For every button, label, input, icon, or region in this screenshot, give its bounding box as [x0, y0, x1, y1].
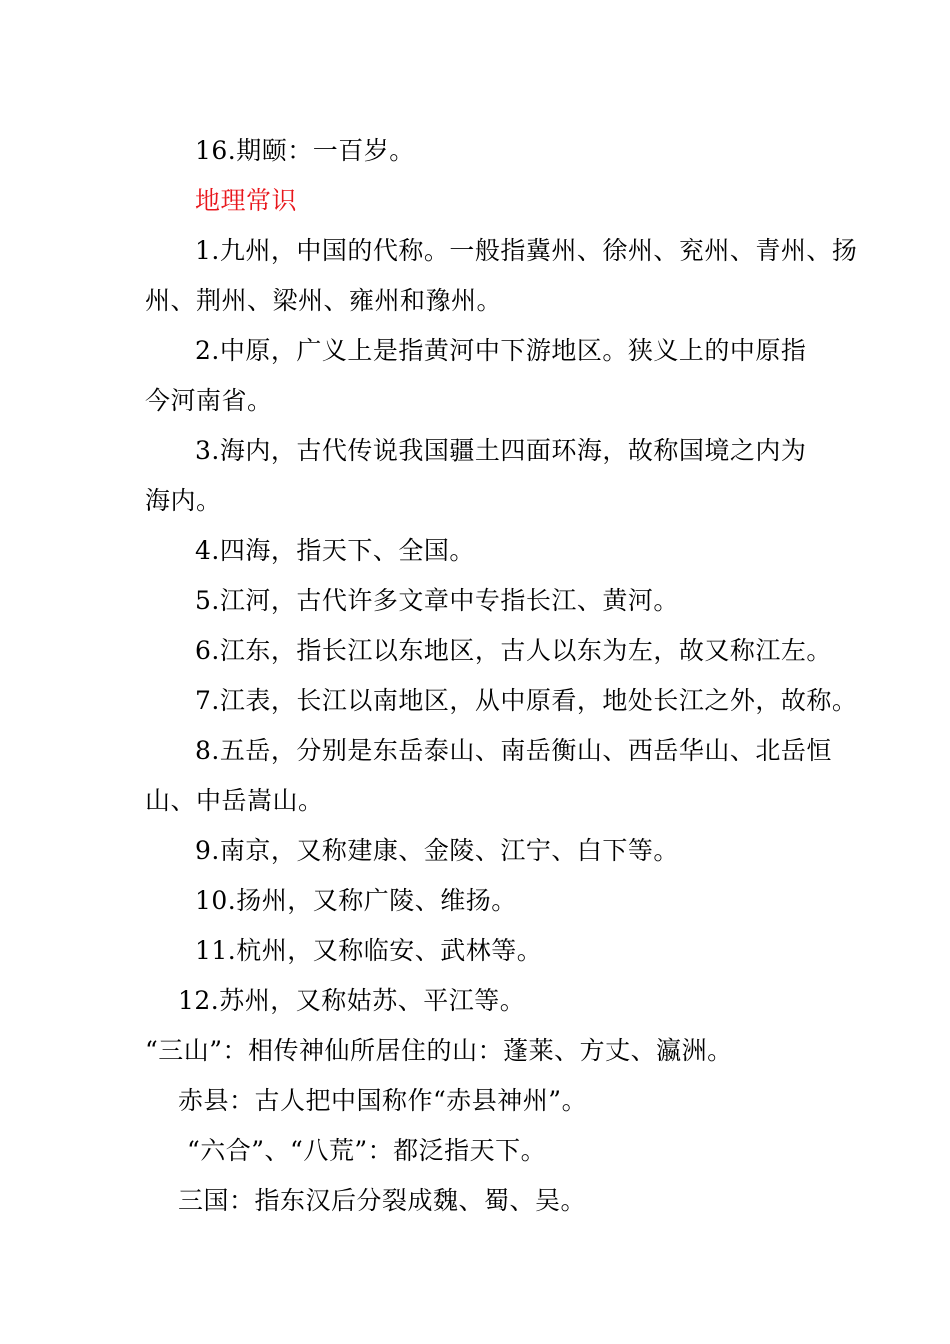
text-line-wuyue-cont: 山、中岳嵩山。 [145, 786, 324, 815]
text-line-hainei: 3.海内，古代传说我国疆土四面环海，故称国境之内为 [195, 436, 807, 465]
text-line-nanjing: 9.南京，又称建康、金陵、江宁、白下等。 [195, 836, 679, 865]
text-line-jiangbiao: 7.江表，长江以南地区，从中原看，地处长江之外，故称。 [195, 686, 858, 715]
text-line-suzhou: 12.苏州，又称姑苏、平江等。 [178, 986, 526, 1015]
text-line-sanshan: “三山”：相传神仙所居住的山：蓬莱、方丈、瀛洲。 [145, 1036, 733, 1065]
text-line-jianghe: 5.江河，古代许多文章中专指长江、黄河。 [195, 586, 679, 615]
text-line-sanguo: 三国：指东汉后分裂成魏、蜀、吴。 [178, 1186, 587, 1215]
text-line-jiuzhou: 1.九州，中国的代称。一般指冀州、徐州、兖州、青州、扬 [195, 236, 858, 265]
text-line-zhongyuan: 2.中原，广义上是指黄河中下游地区。狭义上的中原指 [195, 336, 807, 365]
text-line-zhongyuan-cont: 今河南省。 [145, 386, 273, 415]
text-line-yangzhou: 10.扬州，又称广陵、维扬。 [195, 886, 517, 915]
text-line-chixian: 赤县：古人把中国称作“赤县神州”。 [178, 1086, 588, 1115]
text-line-wuyue: 8.五岳，分别是东岳泰山、南岳衡山、西岳华山、北岳恒 [195, 736, 832, 765]
text-line-hainei-cont: 海内。 [145, 486, 222, 515]
text-line-period-age: 16.期颐：一百岁。 [195, 136, 415, 165]
text-line-liuhe-bahuang: “六合”、“八荒”：都泛指天下。 [187, 1136, 547, 1165]
text-line-jiuzhou-cont: 州、荆州、梁州、雍州和豫州。 [145, 286, 503, 315]
text-line-hangzhou: 11.杭州，又称临安、武林等。 [195, 936, 543, 965]
text-line-jiangdong: 6.江东，指长江以东地区，古人以东为左，故又称江左。 [195, 636, 832, 665]
section-heading-geography: 地理常识 [195, 186, 298, 215]
text-line-sihai: 4.四海，指天下、全国。 [195, 536, 475, 565]
